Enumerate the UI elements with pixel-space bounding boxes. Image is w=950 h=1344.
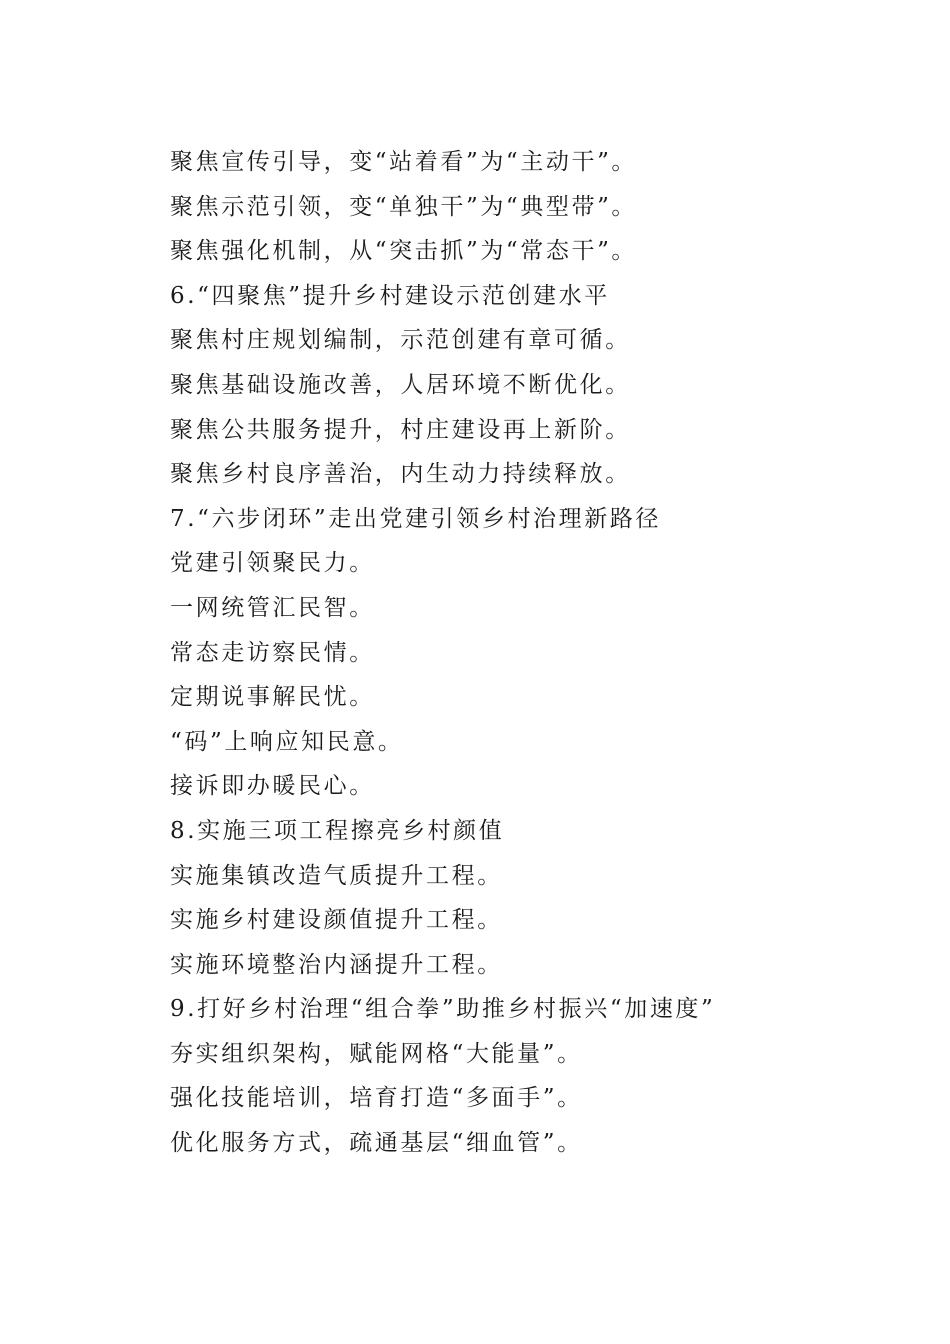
text-line: 优化服务方式，疏通基层“细血管”。 xyxy=(170,1130,583,1157)
text-line: 实施乡村建设颜值提升工程。 xyxy=(170,907,503,934)
text-line: 聚焦基础设施改善，人居环境不断优化。 xyxy=(170,371,631,398)
text-line: 实施集镇改造气质提升工程。 xyxy=(170,862,503,889)
text-line: “码”上响应知民意。 xyxy=(170,728,404,755)
text-line: 一网统管汇民智。 xyxy=(170,594,375,621)
text-line: 常态走访察民情。 xyxy=(170,639,375,666)
text-line: 强化技能培训，培育打造“多面手”。 xyxy=(170,1085,583,1112)
section-heading-6: 6.“四聚焦”提升乡村建设示范创建水平 xyxy=(170,282,610,309)
text-line: 聚焦公共服务提升，村庄建设再上新阶。 xyxy=(170,416,631,443)
text-line: 聚焦宣传引导，变“站着看”为“主动干”。 xyxy=(170,149,638,175)
text-line: 实施环境整治内涵提升工程。 xyxy=(170,951,503,978)
text-line: 聚焦强化机制，从“突击抓”为“常态干”。 xyxy=(170,238,638,265)
text-line: 接诉即办暖民心。 xyxy=(170,773,375,800)
text-line: 夯实组织架构，赋能网格“大能量”。 xyxy=(170,1040,583,1067)
section-heading-9: 9.打好乡村治理“组合拳”助推乡村振兴“加速度” xyxy=(170,996,716,1023)
text-line: 聚焦乡村良序善治，内生动力持续释放。 xyxy=(170,461,631,488)
document-body xyxy=(170,140,890,1166)
text-line: 定期说事解民忧。 xyxy=(170,684,375,711)
text-line: 党建引领聚民力。 xyxy=(170,550,375,577)
section-heading-7: 7.“六步闭环”走出党建引领乡村治理新路径 xyxy=(170,505,662,532)
section-heading-8: 8.实施三项工程擦亮乡村颜值 xyxy=(170,817,505,844)
text-line: 聚焦村庄规划编制，示范创建有章可循。 xyxy=(170,327,631,354)
text-line: 聚焦示范引领，变“单独干”为“典型带”。 xyxy=(170,193,638,220)
